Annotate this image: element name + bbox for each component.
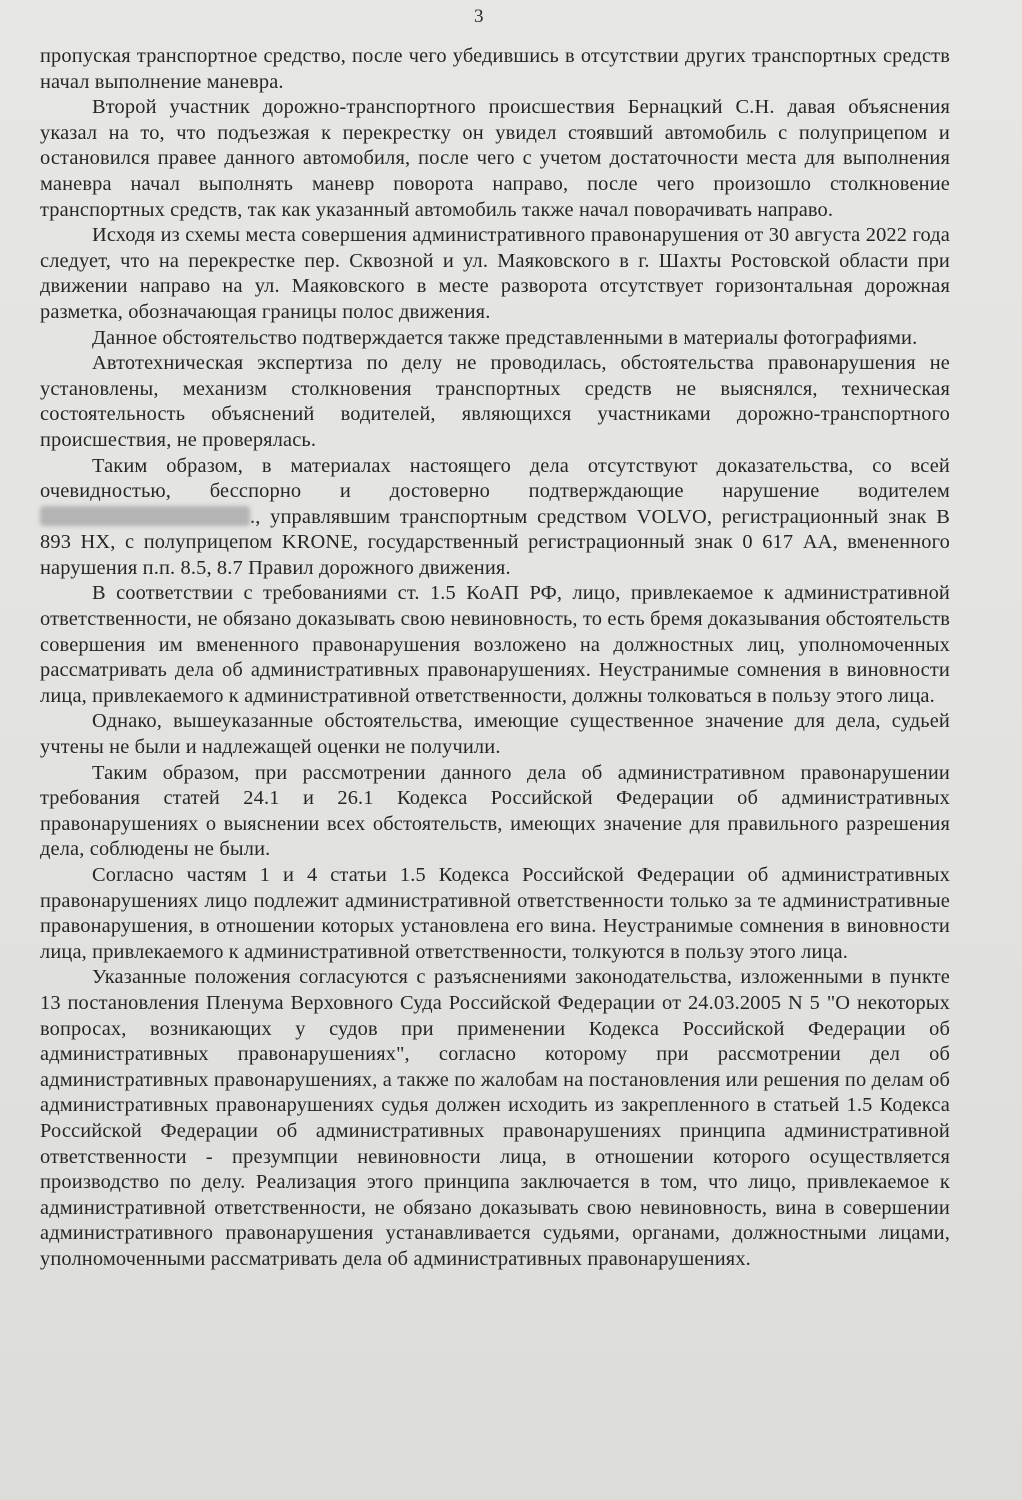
- paragraph-8: Однако, вышеуказанные обстоятельства, имеющие существенное значение для дела, судьей учтены не были и надлежащей оценки не получили.: [40, 710, 950, 759]
- paragraph-2: Второй участник дорожно-транспортного происшествия Бернацкий С.Н. давая объяснения указал на то, что подъезжая к перекрестку он увидел стоявший автомобиль с полуприцепом и остановился правее данного автомобиля, после чего с учетом достаточности места для выполнения маневра начал выполнять маневр поворота направо, после чего произошло столкновение транспортных средств, так как указанный автомобиль также начал поворачивать направо.: [40, 96, 950, 221]
- paragraph-5: Автотехническая экспертиза по делу не проводилась, обстоятельства правонарушения не установлены, механизм столкновения транспортных средств не выяснялся, техническая состоятельность объяснений водителей, являющихся участниками дорожно-транспортного происшествия, не проверялась.: [40, 352, 950, 451]
- paragraph-9: Таким образом, при рассмотрении данного дела об административном правонарушении требования статей 24.1 и 26.1 Кодекса Российской Федерации об административных правонарушениях о выяснении всех обстоятельств, имеющих значение для правильного разрешения дела, соблюдены не были.: [40, 761, 950, 861]
- paragraph-11: Указанные положения согласуются с разъяснениями законодательства, изложенными в пункте 13 постановления Пленума Верховного Суда Российской Федерации от 24.03.2005 N 5 "О некоторых вопросах, возникающих у судов при применении Кодекса Российской Федерации об административных правонарушениях", согласно которому при рассмотрении дел об административных правонарушениях, а также по жалобам на постановления или решения по делам об административных правонарушениях судья должен исходить из закрепленного в статьей 1.5 Кодекса Российской Федерации об административных правонарушениях принципа административной ответственности - презумпции невиновности лица, в отношении которого осуществляется производство по делу. Реализация этого принципа заключается в том, что лицо, привлекаемое к административной ответственности, не обязано доказывать свою невиновность, вина в совершении административного правонарушения устанавливается судьями, органами, должностными лицами, уполномоченными рассматривать дела об административных правонарушениях.: [40, 966, 950, 1270]
- paragraph-3: Исходя из схемы места совершения административного правонарушения от 30 августа 2022 года следует, что на перекрестке пер. Сквозной и ул. Маяковского в г. Шахты Ростовской области при движении направо на ул. Маяковского в месте разворота отсутствует горизонтальная дорожная разметка, обозначающая границы полос движения.: [40, 224, 950, 323]
- paragraph-6-continuation: ., управлявшим транспортным средством VOLVO, регистрационный знак В 893 НХ, с полуприцепом KRONE, государственный регистрационный знак 0 617 АА, вмененного нарушения п.п. 8.5, 8.7 Правил дорожного движения.: [40, 505, 950, 579]
- paragraph-4: Данное обстоятельство подтверждается также представленными в материалы фотографиями.: [92, 326, 918, 349]
- document-body: [40, 44, 950, 1273]
- paragraph-10: Согласно частям 1 и 4 статьи 1.5 Кодекса Российской Федерации об административных правонарушениях лицо подлежит административной ответственности только за те административные правонарушения, в отношении которых установлена его вина. Неустранимые сомнения в виновности лица, привлекаемого к административной ответственности, толкуются в пользу этого лица.: [40, 864, 950, 963]
- paragraph-6: [40, 454, 950, 582]
- paragraph-7: В соответствии с требованиями ст. 1.5 КоАП РФ, лицо, привлекаемое к административной ответственности, не обязано доказывать свою невиновность, то есть бремя доказывания обстоятельств совершения им вмененного правонарушения возложено на должностных лиц, уполномоченных рассматривать дела об административных правонарушениях. Неустранимые сомнения в виновности лица, привлекаемого к административной ответственности, должны толковаться в пользу этого лица.: [40, 582, 950, 707]
- page-number: 3: [474, 6, 484, 27]
- redacted-name: [40, 506, 250, 526]
- paragraph-6-text: Таким образом, в материалах настоящего дела отсутствуют доказательства, со всей очевидностью, бесспорно и достоверно подтверждающие нарушение водителем: [40, 454, 950, 503]
- paragraph-1: пропуская транспортное средство, после чего убедившись в отсутствии других транспортных средств начал выполнение маневра.: [40, 45, 950, 93]
